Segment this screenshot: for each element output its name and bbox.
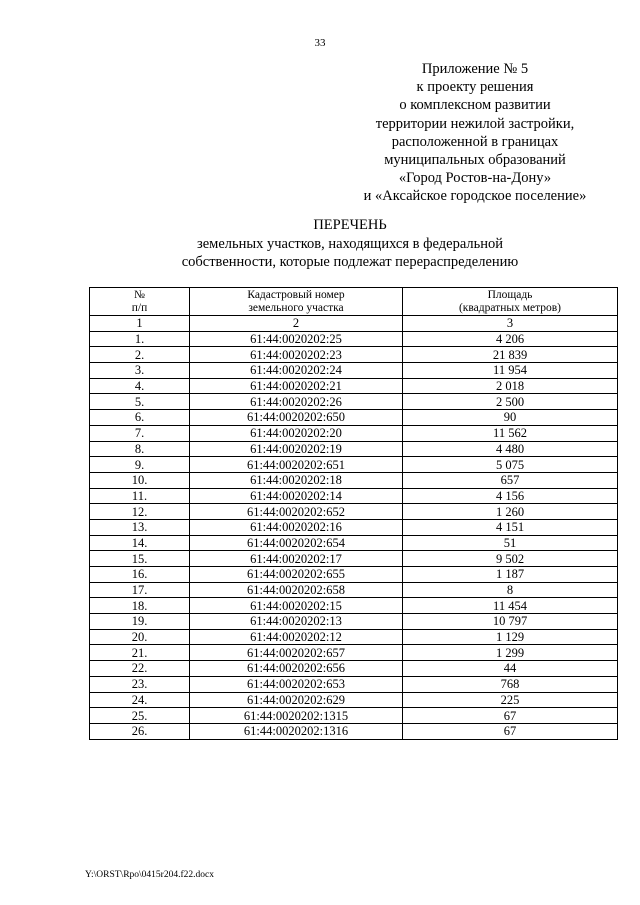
table-row (90, 582, 618, 598)
area-cell: 10 797 (403, 614, 618, 630)
cadastral-number-cell: 61:44:0020202:650 (190, 410, 403, 426)
table-row (90, 378, 618, 394)
table-row (90, 472, 618, 488)
appendix-line: о комплексном развитии (399, 97, 551, 114)
appendix-caption (330, 60, 620, 206)
area-cell: 11 454 (403, 598, 618, 614)
column-number-cell: 1 (90, 316, 190, 332)
table-row (90, 629, 618, 645)
header-number-line: № (134, 288, 145, 301)
table-row (90, 519, 618, 535)
table-row (90, 394, 618, 410)
area-cell: 2 018 (403, 378, 618, 394)
table-row (90, 598, 618, 614)
appendix-line: «Город Ростов-на-Дону» (398, 170, 552, 187)
area-cell: 4 151 (403, 519, 618, 535)
row-number-cell: 12. (90, 504, 190, 520)
table-row (90, 645, 618, 661)
row-number-cell: 16. (90, 567, 190, 583)
area-cell: 2 500 (403, 394, 618, 410)
header-number (90, 288, 190, 316)
area-cell: 1 129 (403, 629, 618, 645)
table-row (90, 723, 618, 739)
row-number-cell: 1. (90, 331, 190, 347)
row-number-cell: 3. (90, 363, 190, 379)
header-area-line: (квадратных метров) (458, 301, 562, 314)
table-row (90, 410, 618, 426)
cadastral-number-cell: 61:44:0020202:12 (190, 629, 403, 645)
header-area-line: Площадь (487, 288, 533, 301)
row-number-cell: 23. (90, 676, 190, 692)
area-cell: 44 (403, 661, 618, 677)
row-number-cell: 15. (90, 551, 190, 567)
header-area (403, 288, 618, 316)
document-subtitle-line: собственности, которые подлежат перераспределению (181, 254, 519, 270)
table-body (90, 316, 618, 740)
column-number-cell: 2 (190, 316, 403, 332)
table-row (90, 331, 618, 347)
row-number-cell: 25. (90, 708, 190, 724)
area-cell: 657 (403, 472, 618, 488)
appendix-line: к проекту решения (416, 79, 534, 96)
cadastral-number-cell: 61:44:0020202:23 (190, 347, 403, 363)
column-number-row (90, 316, 618, 332)
cadastral-number-cell: 61:44:0020202:20 (190, 425, 403, 441)
row-number-cell: 21. (90, 645, 190, 661)
appendix-line: расположенной в границах (391, 133, 559, 150)
row-number-cell: 14. (90, 535, 190, 551)
cadastral-number-cell: 61:44:0020202:657 (190, 645, 403, 661)
area-cell: 225 (403, 692, 618, 708)
cadastral-number-cell: 61:44:0020202:658 (190, 582, 403, 598)
row-number-cell: 5. (90, 394, 190, 410)
area-cell: 1 299 (403, 645, 618, 661)
cadastral-number-cell: 61:44:0020202:14 (190, 488, 403, 504)
row-number-cell: 22. (90, 661, 190, 677)
cadastral-number-cell: 61:44:0020202:653 (190, 676, 403, 692)
table-row (90, 425, 618, 441)
area-cell: 8 (403, 582, 618, 598)
row-number-cell: 20. (90, 629, 190, 645)
header-cadastral-line: земельного участка (248, 301, 344, 314)
land-parcels-table (89, 287, 618, 740)
row-number-cell: 10. (90, 472, 190, 488)
cadastral-number-cell: 61:44:0020202:652 (190, 504, 403, 520)
table-header-row (90, 288, 618, 316)
cadastral-number-cell: 61:44:0020202:24 (190, 363, 403, 379)
cadastral-number-cell: 61:44:0020202:654 (190, 535, 403, 551)
area-cell: 90 (403, 410, 618, 426)
column-number-cell: 3 (403, 316, 618, 332)
row-number-cell: 4. (90, 378, 190, 394)
appendix-line: Приложение № 5 (421, 61, 529, 77)
cadastral-number-cell: 61:44:0020202:13 (190, 614, 403, 630)
row-number-cell: 18. (90, 598, 190, 614)
cadastral-number-cell: 61:44:0020202:655 (190, 567, 403, 583)
row-number-cell: 8. (90, 441, 190, 457)
table-row (90, 347, 618, 363)
cadastral-number-cell: 61:44:0020202:656 (190, 661, 403, 677)
row-number-cell: 26. (90, 723, 190, 739)
area-cell: 67 (403, 723, 618, 739)
area-cell: 9 502 (403, 551, 618, 567)
row-number-cell: 24. (90, 692, 190, 708)
table-row (90, 708, 618, 724)
cadastral-number-cell: 61:44:0020202:651 (190, 457, 403, 473)
header-cadastral-number (190, 288, 403, 316)
table-row (90, 614, 618, 630)
appendix-line: территории нежилой застройки, (375, 115, 575, 132)
area-cell: 768 (403, 676, 618, 692)
table-row (90, 692, 618, 708)
row-number-cell: 7. (90, 425, 190, 441)
footer-file-path: Y:\ORST\Rpo\0415r204.f22.docx (85, 870, 214, 880)
page-number: 33 (314, 37, 326, 49)
table-row (90, 551, 618, 567)
row-number-cell: 13. (90, 519, 190, 535)
row-number-cell: 2. (90, 347, 190, 363)
cadastral-number-cell: 61:44:0020202:1316 (190, 723, 403, 739)
row-number-cell: 9. (90, 457, 190, 473)
header-number-line: п/п (131, 301, 148, 314)
area-cell: 1 187 (403, 567, 618, 583)
document-title: ПЕРЕЧЕНЬ (313, 217, 387, 233)
area-cell: 1 260 (403, 504, 618, 520)
appendix-line: и «Аксайское городское поселение» (363, 188, 587, 205)
table-row (90, 535, 618, 551)
area-cell: 11 954 (403, 363, 618, 379)
cadastral-number-cell: 61:44:0020202:17 (190, 551, 403, 567)
area-cell: 51 (403, 535, 618, 551)
area-cell: 67 (403, 708, 618, 724)
table-row (90, 363, 618, 379)
area-cell: 4 206 (403, 331, 618, 347)
cadastral-number-cell: 61:44:0020202:21 (190, 378, 403, 394)
table-row (90, 661, 618, 677)
cadastral-number-cell: 61:44:0020202:19 (190, 441, 403, 457)
row-number-cell: 17. (90, 582, 190, 598)
row-number-cell: 19. (90, 614, 190, 630)
document-subtitle-line: земельных участков, находящихся в федеральной (196, 235, 504, 252)
area-cell: 21 839 (403, 347, 618, 363)
table-row (90, 567, 618, 583)
area-cell: 4 480 (403, 441, 618, 457)
row-number-cell: 11. (90, 488, 190, 504)
cadastral-number-cell: 61:44:0020202:629 (190, 692, 403, 708)
row-number-cell: 6. (90, 410, 190, 426)
table-row (90, 676, 618, 692)
appendix-line: муниципальных образований (384, 152, 566, 169)
area-cell: 4 156 (403, 488, 618, 504)
cadastral-number-cell: 61:44:0020202:16 (190, 519, 403, 535)
cadastral-number-cell: 61:44:0020202:18 (190, 472, 403, 488)
cadastral-number-cell: 61:44:0020202:26 (190, 394, 403, 410)
cadastral-number-cell: 61:44:0020202:15 (190, 598, 403, 614)
table-row (90, 504, 618, 520)
table-row (90, 488, 618, 504)
cadastral-number-cell: 61:44:0020202:25 (190, 331, 403, 347)
table-row (90, 441, 618, 457)
document-heading (0, 216, 640, 272)
cadastral-number-cell: 61:44:0020202:1315 (190, 708, 403, 724)
area-cell: 11 562 (403, 425, 618, 441)
table-row (90, 457, 618, 473)
area-cell: 5 075 (403, 457, 618, 473)
header-cadastral-line: Кадастровый номер (247, 288, 345, 301)
